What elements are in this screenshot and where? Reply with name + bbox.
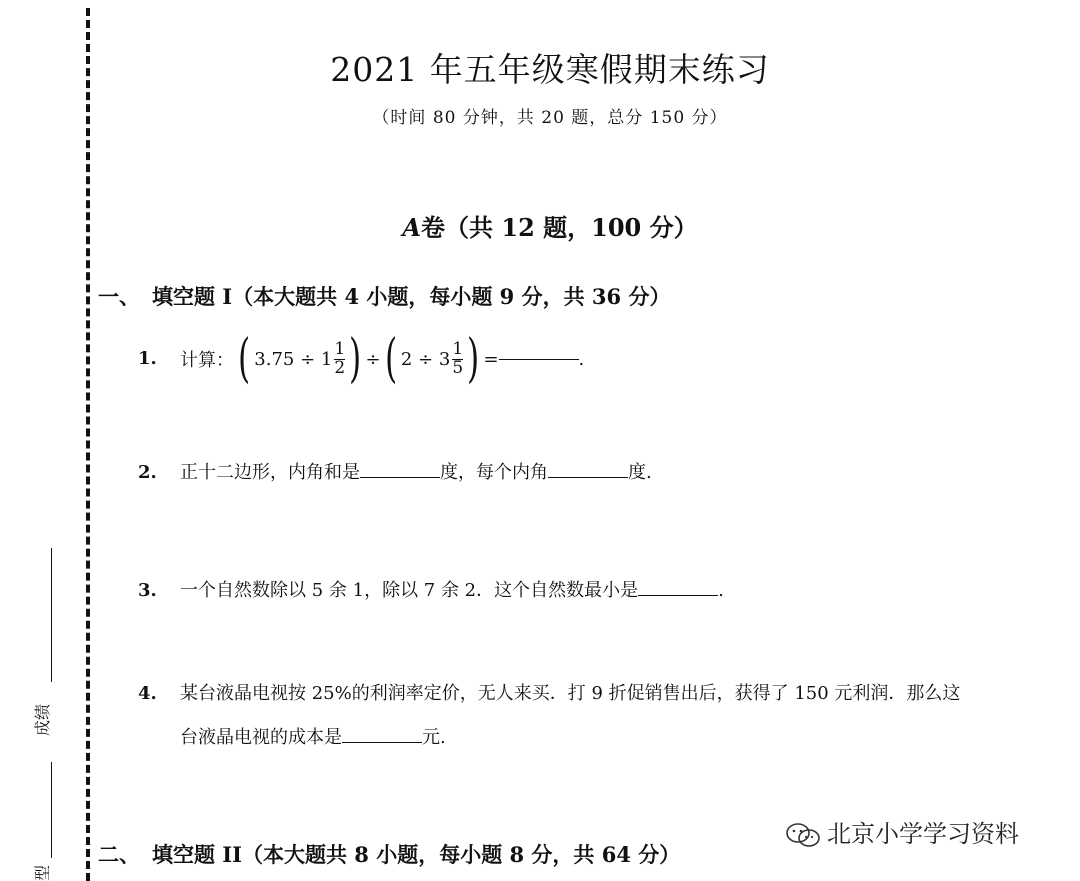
- section-title: 填空题 II（本大题共 8 小题，每小题 8 分，共 64 分）: [152, 842, 681, 867]
- question-2: [138, 458, 652, 484]
- question-number: 4.: [138, 683, 157, 704]
- question-1-formula: [180, 329, 585, 389]
- fraction-1: [334, 338, 346, 378]
- section-number: 二、: [98, 842, 140, 867]
- text-part: .: [718, 580, 724, 601]
- expression: [180, 329, 585, 389]
- section-title: 填空题 I（本大题共 4 小题，每小题 9 分，共 36 分）: [152, 284, 671, 309]
- question-text-line-1: 某台液晶电视按 25%的利润率定价，无人来买．打 9 折促销售出后，获得了 150 元利润．那么这: [180, 683, 961, 704]
- side-rule-upper: [51, 548, 52, 682]
- score-label: 成绩: [33, 703, 52, 736]
- question-number: 1.: [138, 348, 157, 369]
- fraction-denominator: 5: [452, 357, 464, 378]
- term-a: 3.75 ÷ 1: [254, 348, 333, 370]
- paper-label: 卷（共 12 题，100 分）: [421, 213, 698, 242]
- question-number: 2.: [138, 462, 157, 483]
- fraction-2: [452, 338, 464, 378]
- question-text: [180, 458, 652, 484]
- page-title: 2021 年五年级寒假期末练习: [330, 50, 770, 89]
- section-number: 一、: [98, 284, 140, 309]
- section-1-heading: [98, 281, 670, 311]
- right-paren: ): [349, 329, 362, 389]
- watermark-text: 北京小学学习资料: [827, 820, 1019, 848]
- text-part: 正十二边形，内角和是: [180, 462, 360, 483]
- text-part: 度.: [628, 462, 652, 483]
- period: .: [578, 348, 585, 370]
- text-part: 度，每个内角: [440, 462, 548, 483]
- page-subtitle: （时间 80 分钟，共 20 题，总分 150 分）: [372, 108, 728, 128]
- right-paren: ): [467, 329, 480, 389]
- operator: ÷: [365, 348, 381, 370]
- answer-blank[interactable]: [548, 476, 628, 478]
- equals: =: [483, 348, 499, 370]
- answer-blank[interactable]: [638, 594, 718, 596]
- watermark: [785, 814, 1019, 849]
- paper-heading: [0, 208, 1080, 243]
- question-3: [138, 576, 724, 602]
- text-part: 台液晶电视的成本是: [180, 727, 342, 748]
- text-part: 一个自然数除以 5 余 1，除以 7 余 2．这个自然数最小是: [180, 580, 639, 601]
- term-b: 2 ÷ 3: [400, 348, 451, 370]
- left-paren: (: [238, 329, 251, 389]
- text-part: 元.: [422, 727, 446, 748]
- fraction-denominator: 2: [334, 357, 346, 378]
- question-1: [138, 329, 585, 389]
- answer-blank[interactable]: [499, 358, 579, 360]
- prefix: 计算：: [180, 350, 234, 371]
- paper-letter: A: [402, 213, 422, 242]
- question-4: [138, 679, 960, 705]
- fraction-numerator: 1: [334, 338, 346, 359]
- answer-blank[interactable]: [360, 476, 440, 478]
- type-label: 型: [33, 864, 52, 881]
- wechat-icon: [785, 822, 821, 848]
- question-4-line-2: [180, 723, 446, 749]
- left-paren: (: [384, 329, 397, 389]
- question-text: [180, 576, 724, 602]
- answer-blank[interactable]: [342, 741, 422, 743]
- section-2-heading: [98, 839, 680, 869]
- binding-dashed-line: [86, 8, 90, 881]
- question-number: 3.: [138, 580, 157, 601]
- fraction-numerator: 1: [452, 338, 464, 359]
- side-rule-lower: [51, 762, 52, 858]
